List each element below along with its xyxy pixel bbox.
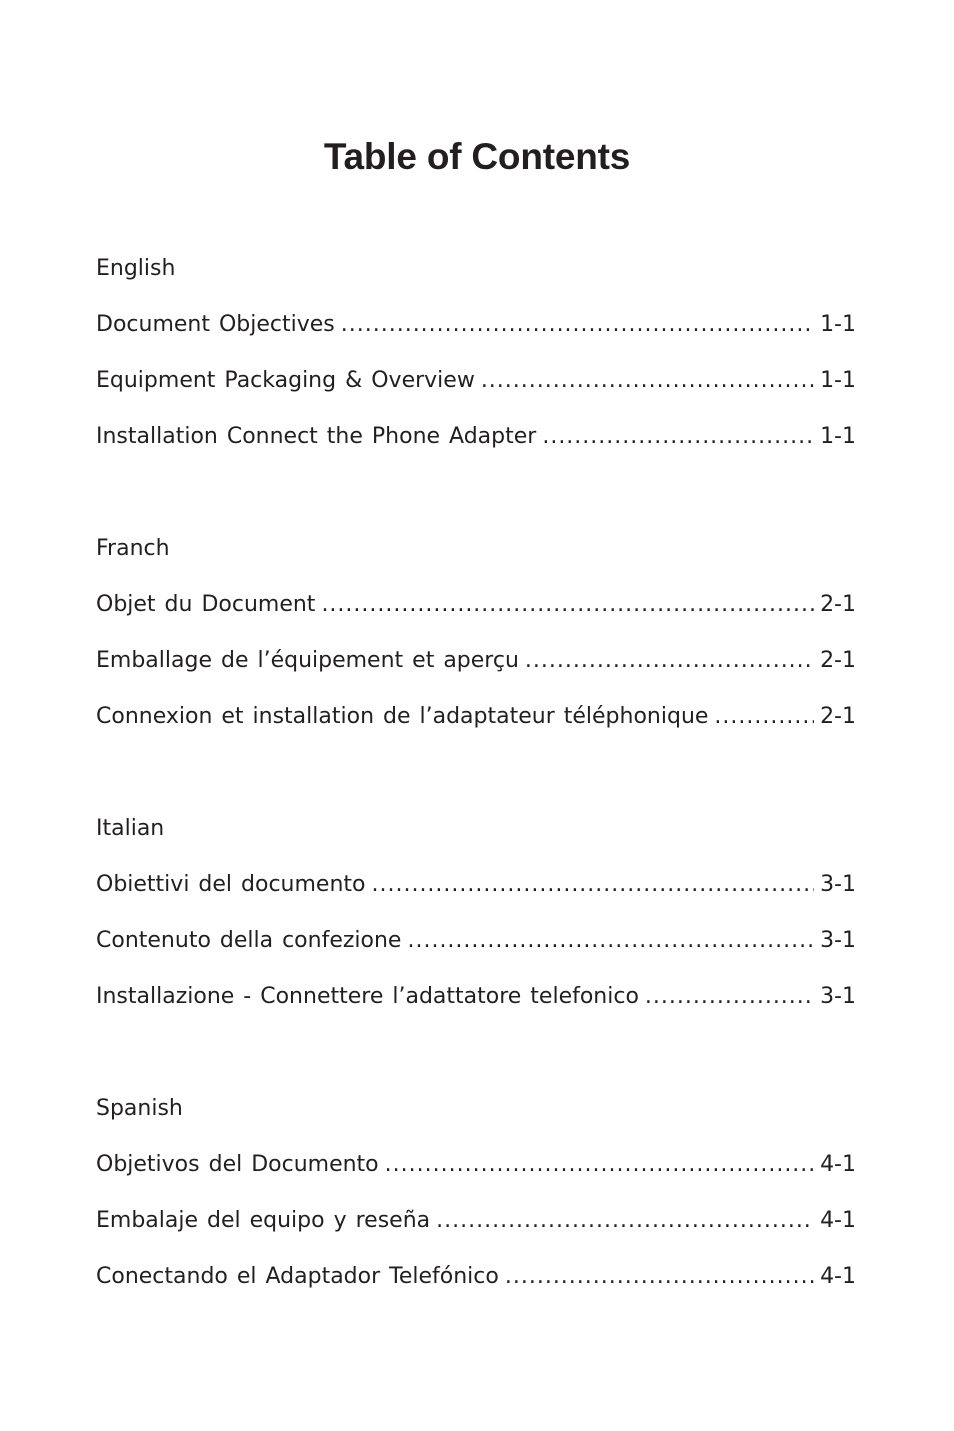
entry-page-number: 2-1 — [820, 592, 856, 617]
dot-leader — [436, 1193, 814, 1249]
dot-leader — [481, 353, 814, 409]
entry-title: Connexion et installation de l’adaptateur téléphonique — [96, 704, 709, 729]
entry-page-number: 1-1 — [820, 424, 856, 449]
entry-page-number: 4-1 — [820, 1264, 856, 1289]
toc-entry[interactable] — [96, 857, 856, 913]
dot-leader — [321, 577, 814, 633]
table-of-contents — [96, 241, 856, 1361]
dot-leader — [525, 633, 814, 689]
entry-title: Contenuto della confezione — [96, 928, 402, 953]
entry-title: Emballage de l’équipement et aperçu — [96, 648, 519, 673]
section-heading: English — [96, 256, 176, 281]
entry-title: Installation Connect the Phone Adapter — [96, 424, 537, 449]
toc-section-english — [96, 241, 856, 465]
toc-entry[interactable] — [96, 913, 856, 969]
dot-leader — [645, 969, 814, 1025]
toc-section-french — [96, 521, 856, 745]
entry-page-number: 2-1 — [820, 704, 856, 729]
toc-entry[interactable] — [96, 689, 856, 745]
dot-leader — [505, 1249, 814, 1305]
entry-page-number: 3-1 — [820, 984, 856, 1009]
toc-entry[interactable] — [96, 1137, 856, 1193]
entry-page-number: 1-1 — [820, 368, 856, 393]
section-heading: Franch — [96, 536, 170, 561]
section-heading: Spanish — [96, 1096, 183, 1121]
entry-title: Installazione - Connettere l’adattatore telefonico — [96, 984, 639, 1009]
entry-title: Objet du Document — [96, 592, 316, 617]
section-heading: Italian — [96, 816, 165, 841]
dot-leader — [407, 913, 814, 969]
toc-entry[interactable] — [96, 577, 856, 633]
entry-page-number: 3-1 — [820, 928, 856, 953]
entry-page-number: 3-1 — [820, 872, 856, 897]
toc-entry[interactable] — [96, 353, 856, 409]
toc-entry[interactable] — [96, 969, 856, 1025]
entry-page-number: 2-1 — [820, 648, 856, 673]
page-title: Table of Contents — [323, 136, 631, 177]
entry-title: Equipment Packaging & Overview — [96, 368, 475, 393]
dot-leader — [341, 297, 814, 353]
toc-section-italian — [96, 801, 856, 1025]
toc-entry[interactable] — [96, 1193, 856, 1249]
entry-page-number: 4-1 — [820, 1208, 856, 1233]
entry-title: Obiettivi del documento — [96, 872, 366, 897]
entry-title: Conectando el Adaptador Telefónico — [96, 1264, 499, 1289]
entry-title: Objetivos del Documento — [96, 1152, 379, 1177]
entry-page-number: 4-1 — [820, 1152, 856, 1177]
toc-entry[interactable] — [96, 297, 856, 353]
toc-entry[interactable] — [96, 633, 856, 689]
entry-title: Document Objectives — [96, 312, 335, 337]
dot-leader — [714, 689, 814, 745]
dot-leader — [385, 1137, 814, 1193]
dot-leader — [371, 857, 814, 913]
entry-page-number: 1-1 — [820, 312, 856, 337]
toc-section-spanish — [96, 1081, 856, 1305]
toc-entry[interactable] — [96, 1249, 856, 1305]
entry-title: Embalaje del equipo y reseña — [96, 1208, 431, 1233]
toc-entry[interactable] — [96, 409, 856, 465]
dot-leader — [542, 409, 814, 465]
